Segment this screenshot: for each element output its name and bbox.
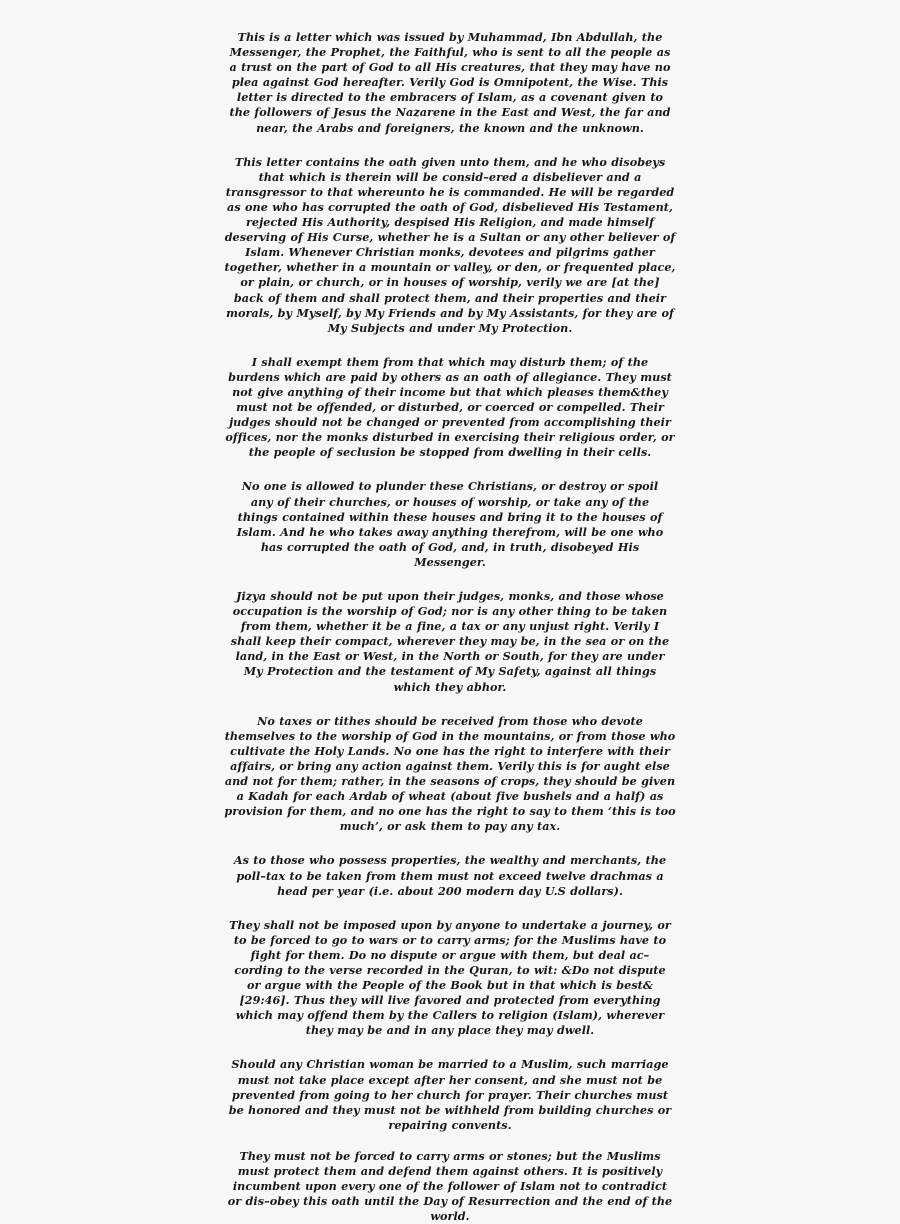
paragraph-6: No taxes or tithes should be received from those who devote themselves to the worship of God in the mountains, or from those who cultivate the Holy Lands. No one has the right to interfere with their affairs, or bring any action against them. Verily this is for aught else and not for them; rather, in the seasons of crops, they should be given a Kadah for each Ardab of wheat (about five bushels and a half) as provision for them, and no one has the right to say to them ‘this is too much’, or ask them to pay any tax. bbox=[224, 713, 676, 834]
paragraph-5: Jizya should not be put upon their judges, monks, and those whose occupation is the worship of God; nor is any other thing to be taken from them, whether it be a fine, a tax or any unjust right. Verily I shall keep their compact, wherever they may be, in the sea or on the land, in the East or West, in the North or South, for they are under My Protection and the testament of My Safety, against all things which they abhor. bbox=[230, 589, 670, 694]
paragraph-4: No one is allowed to plunder these Christians, or destroy or spoil any of their churches, or houses of worship, or take any of the things contained within these houses and bring it to the houses of Islam. And he who takes away anything therefrom, will be one who has corrupted the oath of God, and, in truth, disobeyed His Messenger. bbox=[236, 479, 664, 569]
paragraph-2: This letter contains the oath given unto them, and he who disobeys that which is therein will be consid–ered a disbeliever and a transgressor to that whereunto he is commanded. He will be regarded as one who has corrupted the oath of God, disbelieved His Testament, rejected His Authority, despised His Religion, and made himself deserving of His Curse, whether he is a Sultan or any other believer of Islam. Whenever Christian monks, devotees and pilgrims gather together, whether in a mountain or valley, or den, or frequented place, or plain, or church, or in houses of worship, verily we are [at the] back of them and shall protect them, and their properties and their morals, by Myself, by My Friends and by My Assistants, for they are of My Subjects and under My Protection. bbox=[224, 154, 676, 335]
paragraph-8: They shall not be imposed upon by anyone to undertake a journey, or to be forced to go to wars or to carry arms; for the Muslims have to fight for them. Do no dispute or argue with them, but deal ac–cording to the verse recorded in the Quran, to wit: &Do not dispute or argue with the People of the Book but in that which is best& [29:46]. Thus they will live favored and protected from everything which may offend them by the Callers to religion (Islam), wherever they may be and in any place they may dwell. bbox=[229, 917, 671, 1038]
document-text-body bbox=[224, 30, 676, 1224]
paragraph-10: They must not be forced to carry arms or stones; but the Muslims must protect them and defend them against others. It is positively incumbent upon every one of the follower of Islam not to contradict or dis–obey this oath until the Day of Resurrection and the end of the world. bbox=[227, 1148, 673, 1224]
paragraph-3: I shall exempt them from that which may disturb them; of the burdens which are paid by others as an oath of allegiance. They must not give anything of their income but that which pleases them&they must not be offended, or disturbed, or coerced or compelled. Their judges should not be changed or prevented from accomplishing their offices, nor the monks disturbed in exercising their religious order, or the people of seclusion be stopped from dwelling in their cells. bbox=[225, 354, 675, 460]
paragraph-9: Should any Christian woman be married to a Muslim, such marriage must not take place except after her consent, and she must not be prevented from going to her church for prayer. Their churches must be honored and they must not be withheld from building churches or repairing convents. bbox=[228, 1057, 672, 1132]
paragraph-1: This is a letter which was issued by Muhammad, Ibn Abdullah, the Messenger, the Prophet, the Faithful, who is sent to all the people as a trust on the part of God to all His creatures, that they may have no plea against God hereafter. Verily God is Omnipotent, the Wise. This letter is directed to the embracers of Islam, as a covenant given to the followers of Jesus the Nazarene in the East and West, the far and near, the Arabs and foreigners, the known and the unknown. bbox=[229, 30, 671, 135]
paragraph-7: As to those who possess properties, the wealthy and merchants, the poll–tax to be taken from them must not exceed twelve drachmas a head per year (i.e. about 200 modern day U.S dollars). bbox=[233, 853, 667, 898]
